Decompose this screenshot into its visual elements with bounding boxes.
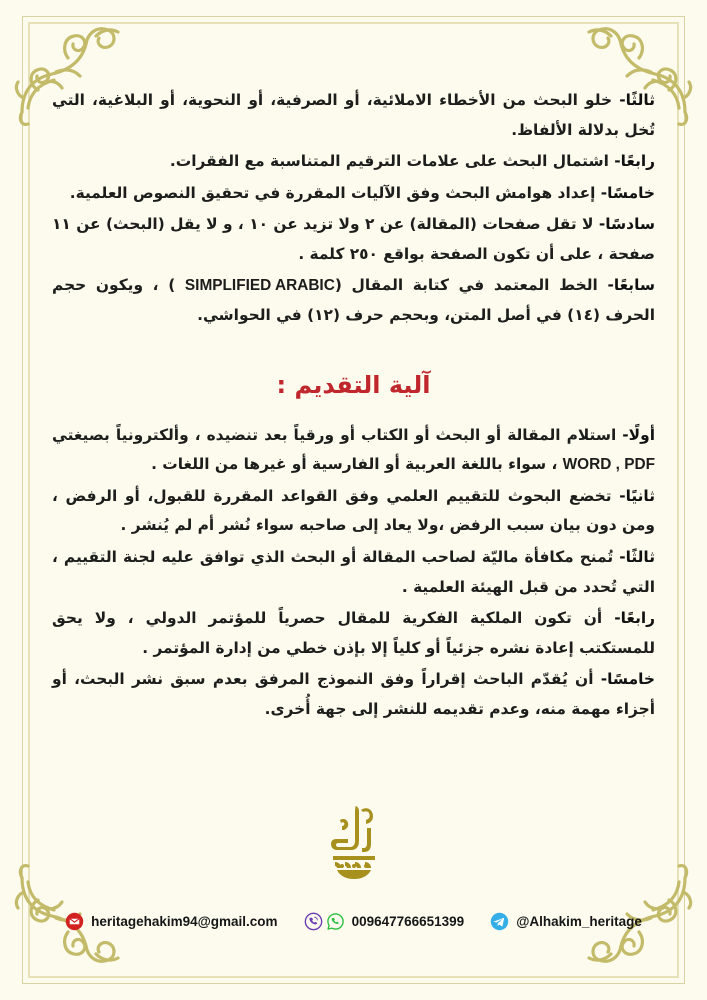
rule-lead-rabian: رابعًا-	[614, 152, 655, 171]
rule-item-rabian	[52, 147, 655, 177]
submission-item-thaniyan	[52, 482, 655, 541]
submission-item-khamisan	[52, 665, 655, 724]
whatsapp-icon	[326, 912, 345, 931]
contact-email[interactable]	[65, 912, 277, 931]
submission-lead-awwalan: أولًا-	[622, 425, 655, 444]
submission-item-rabian	[52, 604, 655, 663]
section-title-submission: آلية التقديم :	[276, 370, 431, 399]
document-content	[52, 86, 655, 726]
rule-text-sabian-before: الخط المعتمد في كتابة المقال (	[334, 276, 608, 295]
rule-text-sadisan: لا تقل صفحات (المقالة) عن ٢ ولا تزيد عن ١٠ ، و لا يقل (البحث) عن ١١ صفحة ، على أن تكون الصفحة بواقع ٢٥٠ كلمة .	[52, 215, 655, 263]
contact-telegram-value: @Alhakim_heritage	[516, 914, 642, 929]
contact-phone[interactable]	[304, 912, 465, 931]
submission-lead-rabian: رابعًا-	[614, 609, 655, 628]
submission-lead-thalithan: ثالثًا-	[619, 547, 655, 566]
messaging-icons	[304, 912, 345, 931]
contact-phone-value: 009647766651399	[351, 914, 465, 929]
rule-lead-thalithan: ثالثًا-	[619, 91, 655, 109]
submission-item-thalithan	[52, 543, 655, 602]
rule-item-khamisan	[52, 179, 655, 209]
rule-lead-khamisan: خامسًا-	[600, 183, 655, 202]
submission-text-khamisan: أن يُقدّم الباحث إقراراً وفق النموذج المرفق بعدم سبق نشر البحث، أو أجزاء مهمة منه، وعدم تقديمه للنشر إلى جهة أُخرى.	[52, 670, 655, 718]
arabic-calligraphy-emblem-icon	[315, 800, 393, 882]
submission-text-thalithan: تُمنح مكافأة ماليّة لصاحب المقالة أو البحث الذي توافق عليه لجنة التقييم ، التي تُحدد من قبل الهيئة العلمية .	[52, 547, 655, 596]
gmail-icon	[65, 912, 84, 931]
rule-text-sabian-after: ) ، ويكون حجم الحرف (١٤) في أصل المتن، وبحجم حرف (١٢) في الحواشي.	[52, 276, 655, 325]
telegram-icon	[490, 912, 509, 931]
rule-lead-sabian: سابعًا-	[607, 276, 655, 295]
submission-text-rabian: أن تكون الملكية الفكرية للمقال حصرياً للمؤتمر الدولي ، ولا يحق للمستكتب إعادة نشره جزئياً أو كلياً إلا بإذن خطي من إدارة المؤتمر .	[52, 609, 655, 657]
contact-telegram[interactable]	[490, 912, 642, 931]
rule-text-rabian: اشتمال البحث على علامات الترقيم المتناسبة مع الفقرات.	[169, 152, 615, 171]
submission-text-awwalan-after: ، سواء باللغة العربية أو الفارسية أو غيرها من اللغات .	[151, 455, 563, 474]
rule-item-thalithan	[52, 86, 655, 145]
submission-text-thaniyan: تخضع البحوث للتقييم العلمي وفق القواعد المقررة للقبول، أو الرفض ، ومن دون بيان سبب الرفض ،ولا يعاد إلى صاحبه سواء نُشر أم لم يُنشر .	[52, 486, 655, 535]
viber-icon	[304, 912, 323, 931]
rule-text-thalithan: خلو البحث من الأخطاء الاملائية، أو الصرفية، أو النحوية، أو البلاغية، التي تُخل بدلالة الألفاظ.	[52, 91, 655, 139]
calligraphy-logo	[0, 800, 707, 882]
submission-lead-khamisan: خامسًا-	[600, 670, 655, 689]
rule-item-sadisan	[52, 210, 655, 269]
rule-item-sabian	[52, 271, 655, 330]
submission-text-awwalan-before: استلام المقالة أو البحث أو الكتاب أو ورقياً بعد تنضيده ، وألكترونياً بصيغتي	[52, 425, 623, 444]
submission-item-awwalan	[52, 421, 655, 480]
footer-contact-bar	[0, 912, 707, 931]
file-formats-word-pdf: WORD , PDF	[562, 456, 655, 474]
font-name-simplified-arabic: SIMPLIFIED ARABIC	[184, 277, 335, 295]
rule-text-khamisan: إعداد هوامش البحث وفق الآليات المقررة في تحقيق النصوص العلمية.	[69, 183, 601, 202]
contact-email-value: heritagehakim94@gmail.com	[91, 914, 278, 929]
submission-lead-thaniyan: ثانيًا-	[619, 486, 655, 505]
rule-lead-sadisan: سادسًا-	[598, 215, 655, 234]
